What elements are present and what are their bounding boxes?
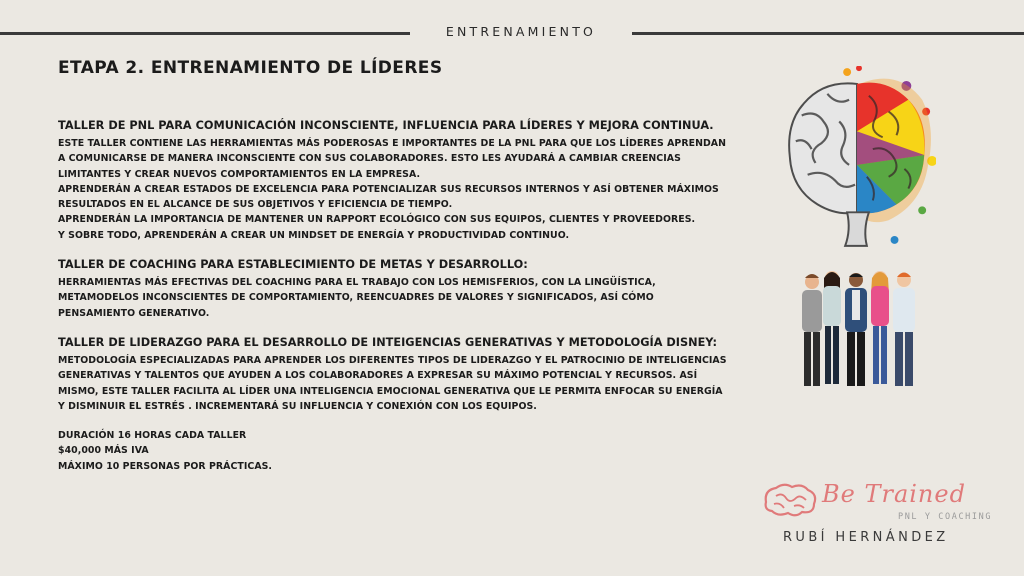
section-coaching: [58, 257, 778, 321]
section-line: METODOLOGÍA ESPECIALIZADAS PARA APRENDER LOS DIFERENTES TIPOS DE LIDERAZGO Y EL PATROCINIO DE INTELIGENCIAS: [58, 354, 727, 366]
section-heading: TALLER DE PNL PARA COMUNICACIÓN INCONSCIENTE, INFLUENCIA PARA LÍDERES Y MEJORA CONTINUA.: [58, 119, 714, 132]
section-heading: TALLER DE COACHING PARA ESTABLECIMIENTO DE METAS Y DESARROLLO:: [58, 258, 528, 272]
section-line: ESTE TALLER CONTIENE LAS HERRAMIENTAS MÁS PODEROSAS E IMPORTANTES DE LA PNL PARA QUE LOS LÍDERES APRENDAN: [58, 138, 727, 149]
page-title: ETAPA 2. ENTRENAMIENTO DE LÍDERES: [58, 58, 443, 78]
section-line: RESULTADOS EN EL ALCANCE DE SUS OBJETIVOS Y EFICIENCIA DE TIEMPO.: [58, 199, 453, 211]
section-heading: TALLER DE LIDERAZGO PARA EL DESARROLLO DE INTEIGENCIAS GENERATIVAS Y METODOLOGÍA DISNEY:: [58, 335, 717, 349]
section-line: APRENDERÁN A CREAR ESTADOS DE EXCELENCIA PARA POTENCIALIZAR SUS RECURSOS INTERNOS Y ASÍ OBTENER MÁXIMOS: [58, 183, 719, 195]
header-rule-left: [0, 32, 410, 35]
course-info: [58, 428, 778, 474]
person-4: [871, 271, 889, 384]
brand-name: Be Trained: [822, 480, 966, 508]
section-line: GENERATIVAS Y TALENTOS QUE AYUDEN A LOS COLABORADORES A EXPRESAR SU MÁXIMO POTENCIAL Y RECURSOS. ASÍ: [58, 370, 698, 382]
duration-text: DURACIÓN 16 HORAS CADA TALLER: [58, 430, 247, 442]
person-2: [823, 271, 841, 384]
price-text: $40,000 MÁS IVA: [58, 445, 149, 457]
section-line: A COMUNICARSE DE MANERA INCONSCIENTE CON SUS COLABORADORES. ESTO LES AYUDARÁ A CAMBIAR CREENCIAS: [58, 153, 681, 165]
header-rule-right: [632, 32, 1024, 35]
section-line: PENSAMIENTO GENERATIVO.: [58, 307, 210, 319]
capacity-text: MÁXIMO 10 PERSONAS POR PRÁCTICAS.: [58, 460, 273, 472]
author-name: RUBÍ HERNÁNDEZ: [783, 530, 949, 545]
section-line: Y SOBRE TODO, APRENDERÁN A CREAR UN MINDSET DE ENERGÍA Y PRODUCTIVIDAD CONTINUO.: [58, 229, 570, 241]
section-line: Y DISMINUIR EL ESTRÉS . INCREMENTARÁ SU INFLUENCIA Y CONEXIÓN CON LOS EQUIPOS.: [58, 400, 537, 412]
person-1: [802, 274, 822, 386]
content-area: [58, 118, 778, 474]
section-pnl: [58, 118, 778, 243]
section-line: METAMODELOS INCONSCIENTES DE COMPORTAMIENTO, REENCUADRES DE VALORES Y SIGNIFICADOS, ASÍ CÓMO: [58, 292, 654, 304]
team-people-illustration: [796, 264, 924, 396]
section-line: HERRAMIENTAS MÁS EFECTIVAS DEL COACHING PARA EL TRABAJO CON LOS HEMISFERIOS, CON LA LINGÜÍSTICA,: [58, 277, 656, 289]
section-line: MISMO, ESTE TALLER FACILITA AL LÍDER UNA INTELIGENCIA EMOCIONAL GENERATIVA QUE LE PERMITA ENFOCAR SU ENERGÍA: [58, 385, 723, 397]
brand-tagline: PNL Y COACHING: [898, 512, 993, 522]
be-trained-logo: [756, 476, 993, 566]
section-line: LIMITANTES Y CREAR NUEVOS COMPORTAMIENTOS EN LA EMPRESA.: [58, 168, 421, 180]
person-5: [893, 273, 915, 387]
section-line: APRENDERÁN LA IMPORTANCIA DE MANTENER UN RAPPORT ECOLÓGICO CON SUS EQUIPOS, CLIENTES Y PROVEEDORES.: [58, 214, 696, 226]
logo-brain-icon: [760, 482, 820, 518]
brain-stem: [845, 212, 869, 246]
section-liderazgo: [58, 335, 778, 414]
brain-left-hemisphere: [789, 83, 857, 213]
header-label: ENTRENAMIENTO: [445, 24, 597, 39]
person-3: [845, 273, 867, 386]
colorful-brain-illustration: [778, 66, 936, 248]
